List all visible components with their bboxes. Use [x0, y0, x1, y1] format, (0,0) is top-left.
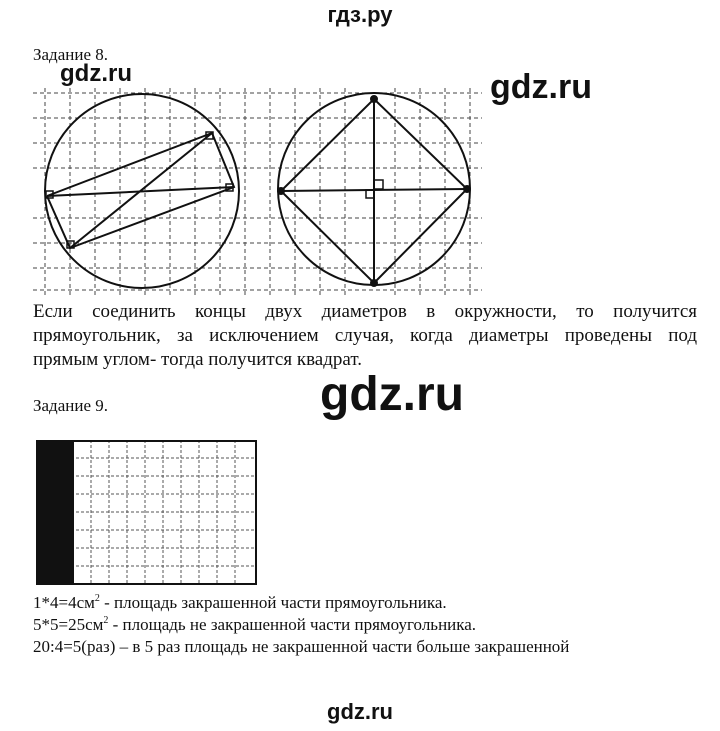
site-header: гдз.ру [327, 2, 393, 27]
result-sup: 2 [94, 593, 100, 604]
task-9-title: Задание 9. [33, 396, 108, 415]
result-line-2 [33, 615, 476, 635]
task-8-explanation [33, 300, 697, 372]
watermark: gdz.ru [60, 60, 132, 87]
result-expr: 20:4=5(раз) [33, 637, 116, 656]
result-line-3 [33, 637, 569, 657]
right-circle-figure [278, 93, 470, 286]
left-circle-figure [45, 94, 239, 288]
result-line-1 [33, 593, 447, 613]
task-9-rectangle [36, 440, 258, 586]
result-text: - площадь не закрашенной части прямоугольника. [108, 615, 477, 634]
site-footer: gdz.ru [327, 699, 393, 724]
result-text: – в 5 раз площадь не закрашенной части больше закрашенной [115, 637, 570, 656]
explanation-line: прямым углом- тогда получится квадрат. [33, 349, 362, 370]
result-expr: 1*4=4см [33, 593, 95, 612]
watermark: gdz.ru [320, 368, 464, 421]
result-expr: 5*5=25см [33, 615, 104, 634]
shaded-part [37, 441, 74, 584]
watermark: gdz.ru [490, 68, 592, 106]
explanation-line: прямоугольник, за исключением случая, когда диаметры проведены под [33, 325, 697, 346]
result-text: - площадь закрашенной части прямоугольника. [99, 593, 447, 612]
explanation-line: Если соединить концы двух диаметров в окружности, то получится [33, 301, 697, 322]
result-sup: 2 [103, 615, 109, 626]
grid [33, 88, 482, 295]
task-8-title: Задание 8. [33, 45, 108, 64]
